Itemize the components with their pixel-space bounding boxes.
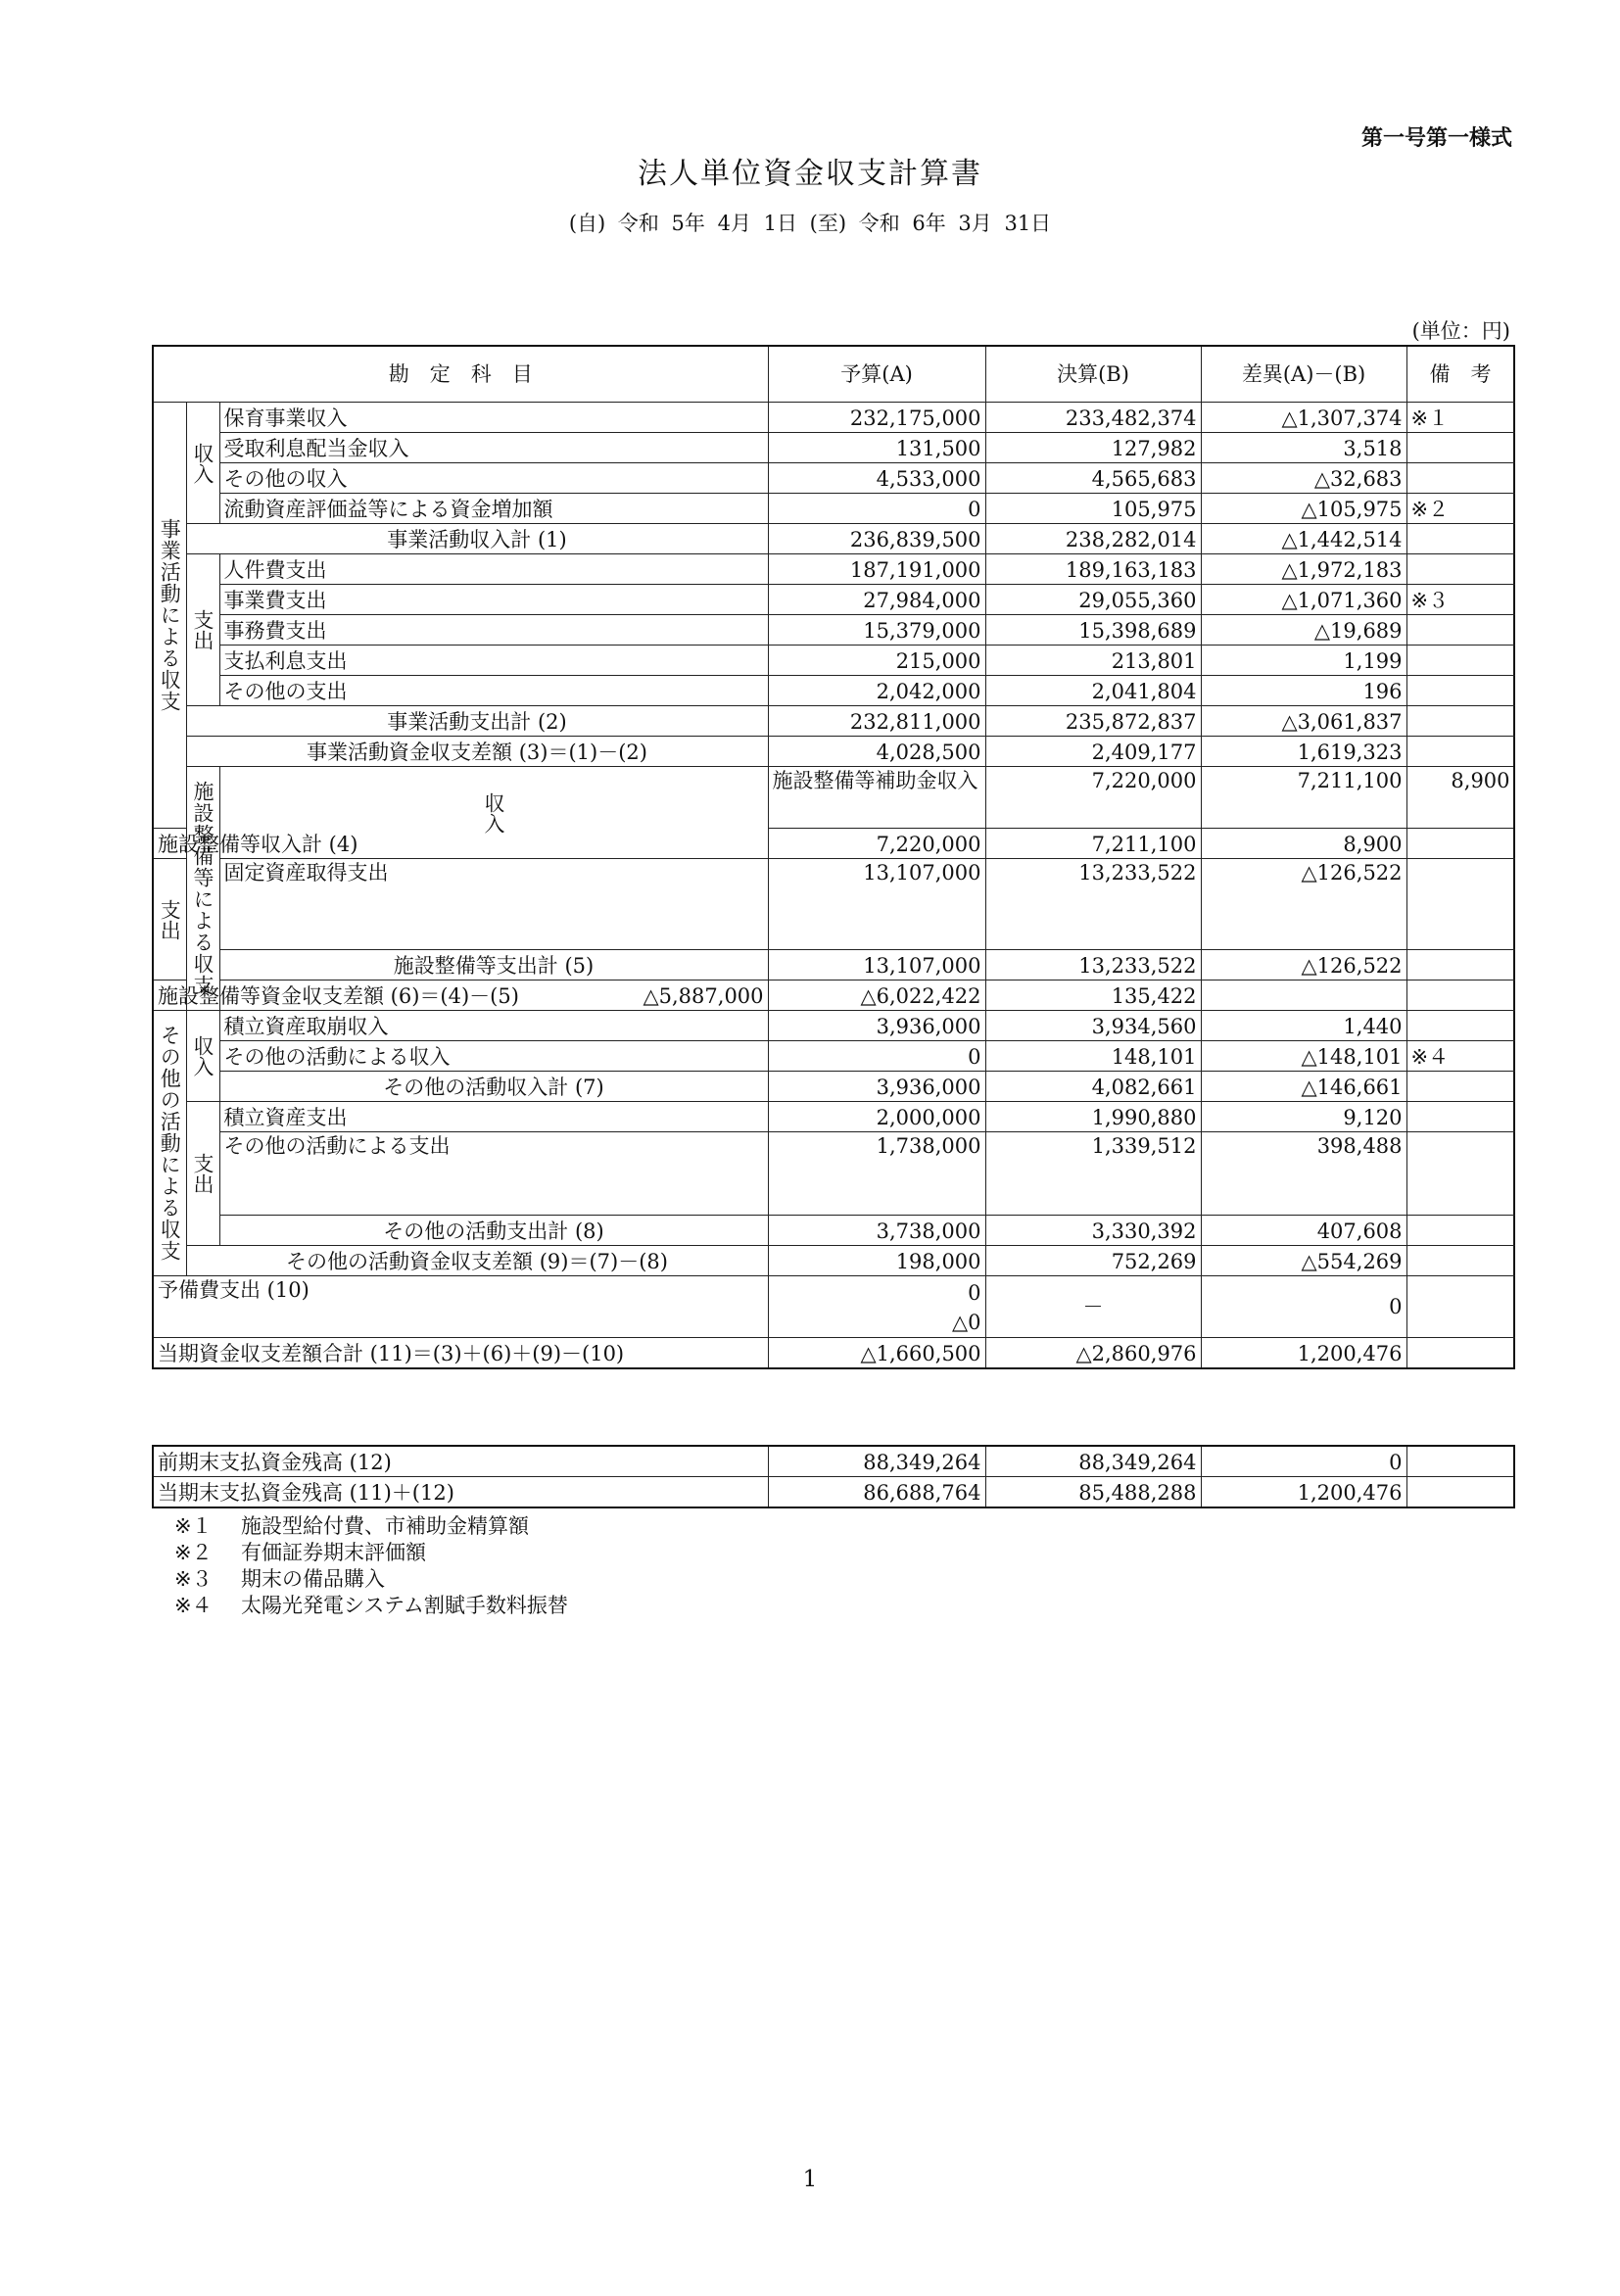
row-diff: 3,518 [1201, 433, 1406, 463]
row-diff: △19,689 [1201, 615, 1406, 646]
reserve-budget-adjustment: △0 [952, 1311, 981, 1334]
row-note: ※４ [1406, 1041, 1514, 1072]
row-actual: 7,211,100 [1201, 767, 1406, 829]
row-item: 事業活動収入計 (1) [186, 524, 768, 554]
row-actual: 3,934,560 [985, 1011, 1201, 1041]
row-actual: 88,349,264 [985, 1446, 1201, 1477]
row-budget: 3,936,000 [768, 1011, 985, 1041]
row-diff: △554,269 [1201, 1246, 1406, 1276]
row-actual: 15,398,689 [985, 615, 1201, 646]
document-title: 法人単位資金収支計算書 [638, 157, 982, 191]
row-item: 人件費支出 [219, 554, 768, 585]
row-actual: 189,163,183 [985, 554, 1201, 585]
row-budget: 4,533,000 [768, 463, 985, 494]
footnote-text: 施設型給付費、市補助金精算額 [241, 1514, 529, 1538]
table-row [153, 403, 1514, 433]
footnote [174, 1513, 568, 1540]
row-diff: △148,101 [1201, 1041, 1406, 1072]
row-note [1406, 676, 1514, 706]
row-actual: 752,269 [985, 1246, 1201, 1276]
row-budget: 1,738,000 [768, 1132, 985, 1216]
row-item: 前期末支払資金残高 (12) [153, 1446, 768, 1477]
row-note [1406, 1132, 1514, 1216]
row-note: ※３ [1406, 585, 1514, 615]
row-diff: △126,522 [1201, 859, 1406, 950]
row-note [1406, 1011, 1514, 1041]
header-item: 勘 定 科 目 [153, 346, 768, 403]
header-actual: 決算(B) [985, 346, 1201, 403]
row-note [1406, 615, 1514, 646]
row-budget: 88,349,264 [768, 1446, 985, 1477]
row-budget: △5,887,000 [219, 981, 768, 1011]
table-row [153, 1132, 1514, 1216]
row-budget: 3,738,000 [768, 1216, 985, 1246]
row-diff: △3,061,837 [1201, 706, 1406, 737]
row-item: 施設整備等支出計 (5) [219, 950, 768, 981]
row-item: その他の収入 [219, 463, 768, 494]
row-diff: 135,422 [985, 981, 1201, 1011]
subtotal-row [153, 524, 1514, 554]
row-actual: 4,565,683 [985, 463, 1201, 494]
row-item: 事務費支出 [219, 615, 768, 646]
row-budget: 232,175,000 [768, 403, 985, 433]
row-budget: 27,984,000 [768, 585, 985, 615]
footnote-text: 太陽光発電システム割賦手数料振替 [241, 1594, 568, 1617]
table-header [153, 346, 1514, 403]
row-actual: 7,211,100 [985, 829, 1201, 859]
subsection-income: 収入 [186, 403, 219, 524]
row-diff: 8,900 [1201, 829, 1406, 859]
row-item: 保育事業収入 [219, 403, 768, 433]
row-budget: 0 [768, 494, 985, 524]
section-other: その他の活動による収支 [153, 1011, 186, 1276]
footnote [174, 1566, 568, 1593]
row-actual: 238,282,014 [985, 524, 1201, 554]
subtotal-row [153, 829, 1514, 859]
footnote-mark: ※２ [174, 1541, 213, 1564]
section-operating: 事業活動による収支 [153, 403, 186, 829]
footnote [174, 1540, 568, 1566]
row-note [1406, 829, 1514, 859]
row-budget: 2,042,000 [768, 676, 985, 706]
row-budget: 7,220,000 [985, 767, 1201, 829]
section-facility: 施設整備等による収支 [186, 767, 219, 1011]
balance-row [153, 981, 1514, 1011]
row-note [1406, 859, 1514, 950]
balance-row [153, 737, 1514, 767]
row-note [1406, 1446, 1514, 1477]
row-diff: 0 [1201, 1276, 1406, 1338]
row-item: 固定資産取得支出 [219, 859, 768, 950]
table-row [153, 767, 1514, 829]
subsection-expense: 支出 [153, 859, 186, 981]
row-item: 事業費支出 [219, 585, 768, 615]
row-note [1406, 524, 1514, 554]
row-item: 流動資産評価益等による資金増加額 [219, 494, 768, 524]
row-budget: 215,000 [768, 646, 985, 676]
row-item: その他の支出 [219, 676, 768, 706]
row-actual: 127,982 [985, 433, 1201, 463]
row-item: その他の活動収入計 (7) [219, 1072, 768, 1102]
row-diff: 1,200,476 [1201, 1338, 1406, 1369]
row-note [1406, 646, 1514, 676]
row-budget: 13,107,000 [768, 950, 985, 981]
row-actual: 1,339,512 [985, 1132, 1201, 1216]
table-row [153, 615, 1514, 646]
footnote [174, 1593, 568, 1619]
row-diff: 1,619,323 [1201, 737, 1406, 767]
row-actual: 29,055,360 [985, 585, 1201, 615]
row-actual: 148,101 [985, 1041, 1201, 1072]
fund-balance-table [152, 1445, 1515, 1508]
row-diff: 1,200,476 [1201, 1477, 1406, 1508]
row-budget: 15,379,000 [768, 615, 985, 646]
row-diff: △1,442,514 [1201, 524, 1406, 554]
row-item: 積立資産取崩収入 [219, 1011, 768, 1041]
row-actual: △6,022,422 [768, 981, 985, 1011]
table-row [153, 554, 1514, 585]
subsection-expense: 支出 [186, 1102, 219, 1246]
footnote-text: 有価証券期末評価額 [241, 1541, 426, 1564]
table-row [153, 1102, 1514, 1132]
table-row [153, 494, 1514, 524]
row-budget: 236,839,500 [768, 524, 985, 554]
row-note [1201, 981, 1406, 1011]
footnote-text: 期末の備品購入 [241, 1567, 385, 1591]
row-item: 支払利息支出 [219, 646, 768, 676]
row-diff: △126,522 [1201, 950, 1406, 981]
table-row [153, 859, 1514, 950]
table-row [153, 1446, 1514, 1477]
row-actual: 13,233,522 [985, 859, 1201, 950]
subsection-expense: 支出 [186, 554, 219, 706]
header-diff: 差異(A)－(B) [1201, 346, 1406, 403]
row-item: 積立資産支出 [219, 1102, 768, 1132]
row-budget: 131,500 [768, 433, 985, 463]
row-note [1406, 1246, 1514, 1276]
subsection-income: 収入 [219, 767, 768, 859]
subtotal-row [153, 1216, 1514, 1246]
row-diff: 398,488 [1201, 1132, 1406, 1216]
row-actual: 3,330,392 [985, 1216, 1201, 1246]
row-budget: 0 [768, 1041, 985, 1072]
subsection-income: 収入 [186, 1011, 219, 1102]
row-actual: 4,082,661 [985, 1072, 1201, 1102]
reserve-row [153, 1276, 1514, 1338]
row-item: 予備費支出 (10) [153, 1276, 768, 1338]
table-row [153, 463, 1514, 494]
row-note [1406, 1338, 1514, 1369]
row-budget: 187,191,000 [768, 554, 985, 585]
row-note [1406, 706, 1514, 737]
row-actual: 105,975 [985, 494, 1201, 524]
row-item: 施設整備等収入計 (4) [153, 829, 186, 859]
row-item: 当期末支払資金残高 (11)＋(12) [153, 1477, 768, 1508]
row-note [1406, 463, 1514, 494]
table-row [153, 585, 1514, 615]
row-diff: △32,683 [1201, 463, 1406, 494]
row-diff: △146,661 [1201, 1072, 1406, 1102]
row-diff: △105,975 [1201, 494, 1406, 524]
row-actual: 1,990,880 [985, 1102, 1201, 1132]
footnotes [174, 1513, 568, 1619]
row-note [1406, 1477, 1514, 1508]
row-actual: 213,801 [985, 646, 1201, 676]
row-item: 当期資金収支差額合計 (11)＝(3)＋(6)＋(9)－(10) [153, 1338, 768, 1369]
table-row [153, 433, 1514, 463]
row-item: 事業活動資金収支差額 (3)＝(1)－(2) [186, 737, 768, 767]
table-row [153, 646, 1514, 676]
row-actual: 13,233,522 [985, 950, 1201, 981]
row-budget: △1,660,500 [768, 1338, 985, 1369]
row-note: ※１ [1406, 403, 1514, 433]
row-budget: 198,000 [768, 1246, 985, 1276]
row-note [1406, 1216, 1514, 1246]
row-budget: 232,811,000 [768, 706, 985, 737]
row-actual: 2,409,177 [985, 737, 1201, 767]
row-note [1406, 1276, 1514, 1338]
row-budget: 86,688,764 [768, 1477, 985, 1508]
row-note [1406, 737, 1514, 767]
row-budget: 3,936,000 [768, 1072, 985, 1102]
subtotal-row [153, 950, 1514, 981]
row-item: 施設整備等資金収支差額 (6)＝(4)－(5) [153, 981, 219, 1011]
footnote-mark: ※１ [174, 1514, 213, 1538]
row-diff: 8,900 [1406, 767, 1514, 829]
header-note: 備 考 [1406, 346, 1514, 403]
table-row [153, 1041, 1514, 1072]
row-diff: 9,120 [1201, 1102, 1406, 1132]
row-note [1406, 554, 1514, 585]
row-diff: △1,307,374 [1201, 403, 1406, 433]
row-diff: △1,071,360 [1201, 585, 1406, 615]
row-note [1406, 433, 1514, 463]
row-actual: 2,041,804 [985, 676, 1201, 706]
row-item: その他の活動による支出 [219, 1132, 768, 1216]
table-row [153, 676, 1514, 706]
row-actual: 85,488,288 [985, 1477, 1201, 1508]
row-note [1406, 950, 1514, 981]
row-actual: △2,860,976 [985, 1338, 1201, 1369]
row-budget [768, 1276, 985, 1338]
row-actual: － [985, 1276, 1201, 1338]
subtotal-row [153, 706, 1514, 737]
table-row [153, 1011, 1514, 1041]
reserve-budget: 0 [968, 1281, 981, 1305]
row-budget: 13,107,000 [768, 859, 985, 950]
row-item: その他の活動による収入 [219, 1041, 768, 1072]
cash-flow-table [152, 345, 1515, 1369]
table-row [153, 1477, 1514, 1508]
subtotal-row [153, 1072, 1514, 1102]
row-diff: 196 [1201, 676, 1406, 706]
page-number: 1 [802, 2167, 818, 2192]
fiscal-period: (自) 令和 5年 4月 1日 (至) 令和 6年 3月 31日 [568, 212, 1052, 235]
row-actual: 235,872,837 [985, 706, 1201, 737]
row-note [1406, 1102, 1514, 1132]
row-item: 受取利息配当金収入 [219, 433, 768, 463]
row-actual: 233,482,374 [985, 403, 1201, 433]
form-label: 第一号第一様式 [1360, 125, 1512, 151]
row-budget: 2,000,000 [768, 1102, 985, 1132]
row-diff: 0 [1201, 1446, 1406, 1477]
row-item: 事業活動支出計 (2) [186, 706, 768, 737]
footnote-mark: ※３ [174, 1567, 213, 1591]
row-diff: △1,972,183 [1201, 554, 1406, 585]
grand-total-row [153, 1338, 1514, 1369]
header-budget: 予算(A) [768, 346, 985, 403]
row-diff: 1,440 [1201, 1011, 1406, 1041]
row-note [1406, 1072, 1514, 1102]
row-budget: 4,028,500 [768, 737, 985, 767]
row-item: 施設整備等補助金収入 [768, 767, 985, 829]
unit-label: (単位：円) [1411, 319, 1510, 343]
row-item: その他の活動支出計 (8) [219, 1216, 768, 1246]
row-item: その他の活動資金収支差額 (9)＝(7)－(8) [186, 1246, 768, 1276]
row-note: ※２ [1406, 494, 1514, 524]
row-diff: 1,199 [1201, 646, 1406, 676]
balance-row [153, 1246, 1514, 1276]
row-diff: 407,608 [1201, 1216, 1406, 1246]
row-budget: 7,220,000 [768, 829, 985, 859]
footnote-mark: ※４ [174, 1594, 213, 1617]
